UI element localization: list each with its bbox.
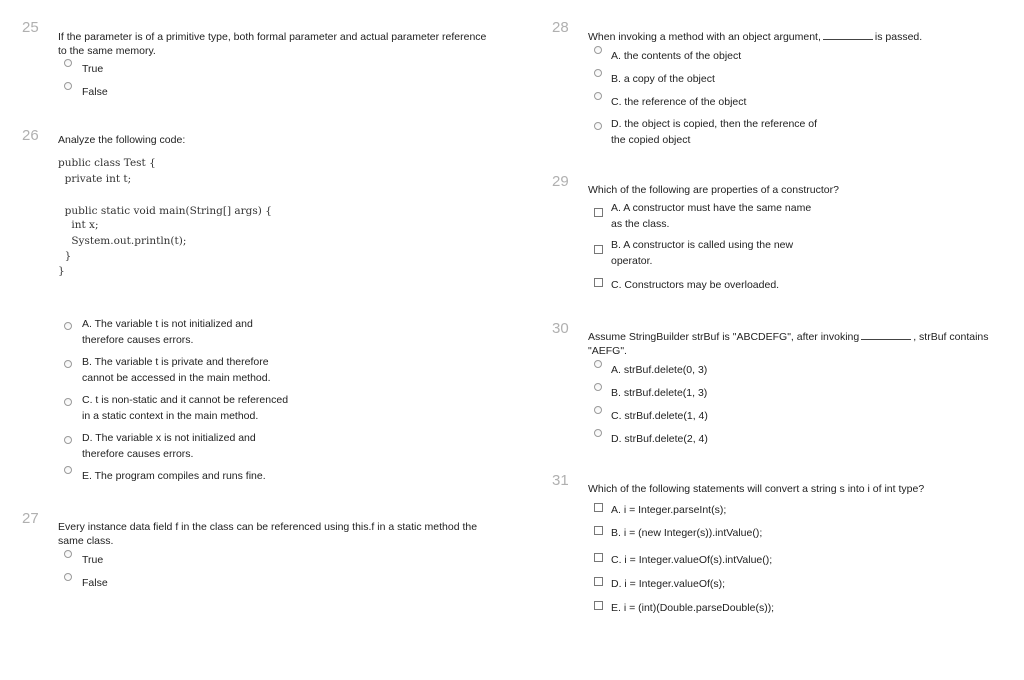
- q28-option-c: C. the reference of the object: [611, 96, 747, 108]
- code-line-2: private int t;: [58, 173, 132, 185]
- question-number-27: 27: [22, 510, 39, 527]
- q26-option-c-line1: C. t is non-static and it cannot be referenced: [82, 394, 289, 406]
- q30-option-c: C. strBuf.delete(1, 4): [611, 410, 708, 422]
- q26-radio-d[interactable]: [64, 436, 72, 444]
- q30-option-d: D. strBuf.delete(2, 4): [611, 433, 708, 445]
- question-30-text-line1: [588, 329, 989, 345]
- q26-radio-b[interactable]: [64, 360, 72, 368]
- question-number-25: 25: [22, 19, 39, 36]
- question-25-text-line2: to the same memory.: [58, 45, 156, 57]
- q29-option-c: C. Constructors may be overloaded.: [611, 279, 780, 291]
- question-27-text-line1: Every instance data field f in the class can be referenced using this.f in a static method the: [58, 521, 478, 533]
- question-number-26: 26: [22, 127, 39, 144]
- q30-text-before: Assume StringBuilder strBuf is "ABCDEFG", after invoking: [588, 331, 860, 343]
- q27-option-true: True: [82, 554, 104, 566]
- q30-radio-b[interactable]: [594, 383, 602, 391]
- q25-option-false: False: [82, 86, 108, 98]
- question-number-29: 29: [552, 173, 569, 190]
- q31-option-d: D. i = Integer.valueOf(s);: [611, 578, 726, 590]
- q30-blank: [861, 330, 911, 340]
- q28-text-before: When invoking a method with an object argument,: [588, 31, 821, 43]
- question-28-text: [588, 29, 922, 45]
- q31-option-b: B. i = (new Integer(s)).intValue();: [611, 527, 763, 539]
- q29-option-b-line1: B. A constructor is called using the new: [611, 239, 794, 251]
- q28-radio-a[interactable]: [594, 46, 602, 54]
- q30-option-a: A. strBuf.delete(0, 3): [611, 364, 708, 376]
- q28-option-a: A. the contents of the object: [611, 50, 742, 62]
- q26-radio-a[interactable]: [64, 322, 72, 330]
- q25-option-true: True: [82, 63, 104, 75]
- q26-radio-e[interactable]: [64, 466, 72, 474]
- question-26-text: Analyze the following code:: [58, 134, 186, 146]
- q31-checkbox-e[interactable]: [594, 601, 603, 610]
- q30-option-b: B. strBuf.delete(1, 3): [611, 387, 708, 399]
- q29-option-b-line2: operator.: [611, 255, 653, 267]
- question-29-text: Which of the following are properties of a constructor?: [588, 184, 839, 196]
- q31-checkbox-b[interactable]: [594, 526, 603, 535]
- q25-radio-true[interactable]: [64, 59, 72, 67]
- question-25-text-line1: If the parameter is of a primitive type, both formal parameter and actual parameter reference: [58, 31, 487, 43]
- code-line-5: int x;: [58, 219, 99, 231]
- q28-option-d-line2: the copied object: [611, 134, 691, 146]
- q30-radio-c[interactable]: [594, 406, 602, 414]
- q28-option-b: B. a copy of the object: [611, 73, 715, 85]
- q30-radio-d[interactable]: [594, 429, 602, 437]
- question-27-text-line2: same class.: [58, 535, 114, 547]
- code-line-8: }: [58, 265, 65, 277]
- code-line-4: public static void main(String[] args) {: [58, 205, 272, 217]
- q28-radio-d[interactable]: [594, 122, 602, 130]
- q26-option-b-line1: B. The variable t is private and therefore: [82, 356, 269, 368]
- q26-option-a-line2: therefore causes errors.: [82, 334, 194, 346]
- q31-option-c: C. i = Integer.valueOf(s).intValue();: [611, 554, 773, 566]
- q29-option-a-line2: as the class.: [611, 218, 670, 230]
- q31-checkbox-a[interactable]: [594, 503, 603, 512]
- q27-radio-false[interactable]: [64, 573, 72, 581]
- q27-radio-true[interactable]: [64, 550, 72, 558]
- code-line-6: System.out.println(t);: [58, 235, 187, 247]
- question-31-text: Which of the following statements will convert a string s into i of int type?: [588, 483, 925, 495]
- q28-text-after: is passed.: [874, 31, 923, 43]
- q28-radio-b[interactable]: [594, 69, 602, 77]
- q28-radio-c[interactable]: [594, 92, 602, 100]
- q28-option-d-line1: D. the object is copied, then the reference of: [611, 118, 818, 130]
- question-number-31: 31: [552, 472, 569, 489]
- question-number-28: 28: [552, 19, 569, 36]
- q29-option-a-line1: A. A constructor must have the same name: [611, 202, 812, 214]
- q26-option-c-line2: in a static context in the main method.: [82, 410, 259, 422]
- q31-option-e: E. i = (int)(Double.parseDouble(s));: [611, 602, 775, 614]
- q26-radio-c[interactable]: [64, 398, 72, 406]
- q28-blank: [823, 30, 873, 40]
- q31-checkbox-c[interactable]: [594, 553, 603, 562]
- q26-option-a-line1: A. The variable t is not initialized and: [82, 318, 253, 330]
- q26-option-b-line2: cannot be accessed in the main method.: [82, 372, 271, 384]
- q29-checkbox-b[interactable]: [594, 245, 603, 254]
- question-number-30: 30: [552, 320, 569, 337]
- question-30-text-line2: "AEFG".: [588, 345, 627, 357]
- q29-checkbox-c[interactable]: [594, 278, 603, 287]
- q30-text-after: , strBuf contains: [913, 331, 989, 343]
- q31-option-a: A. i = Integer.parseInt(s);: [611, 504, 727, 516]
- q25-radio-false[interactable]: [64, 82, 72, 90]
- q26-option-d-line2: therefore causes errors.: [82, 448, 194, 460]
- q26-option-e-line1: E. The program compiles and runs fine.: [82, 470, 266, 482]
- code-line-7: }: [58, 250, 72, 262]
- q29-checkbox-a[interactable]: [594, 208, 603, 217]
- code-line-1: public class Test {: [58, 157, 156, 169]
- q31-checkbox-d[interactable]: [594, 577, 603, 586]
- q27-option-false: False: [82, 577, 108, 589]
- q30-radio-a[interactable]: [594, 360, 602, 368]
- q26-option-d-line1: D. The variable x is not initialized and: [82, 432, 256, 444]
